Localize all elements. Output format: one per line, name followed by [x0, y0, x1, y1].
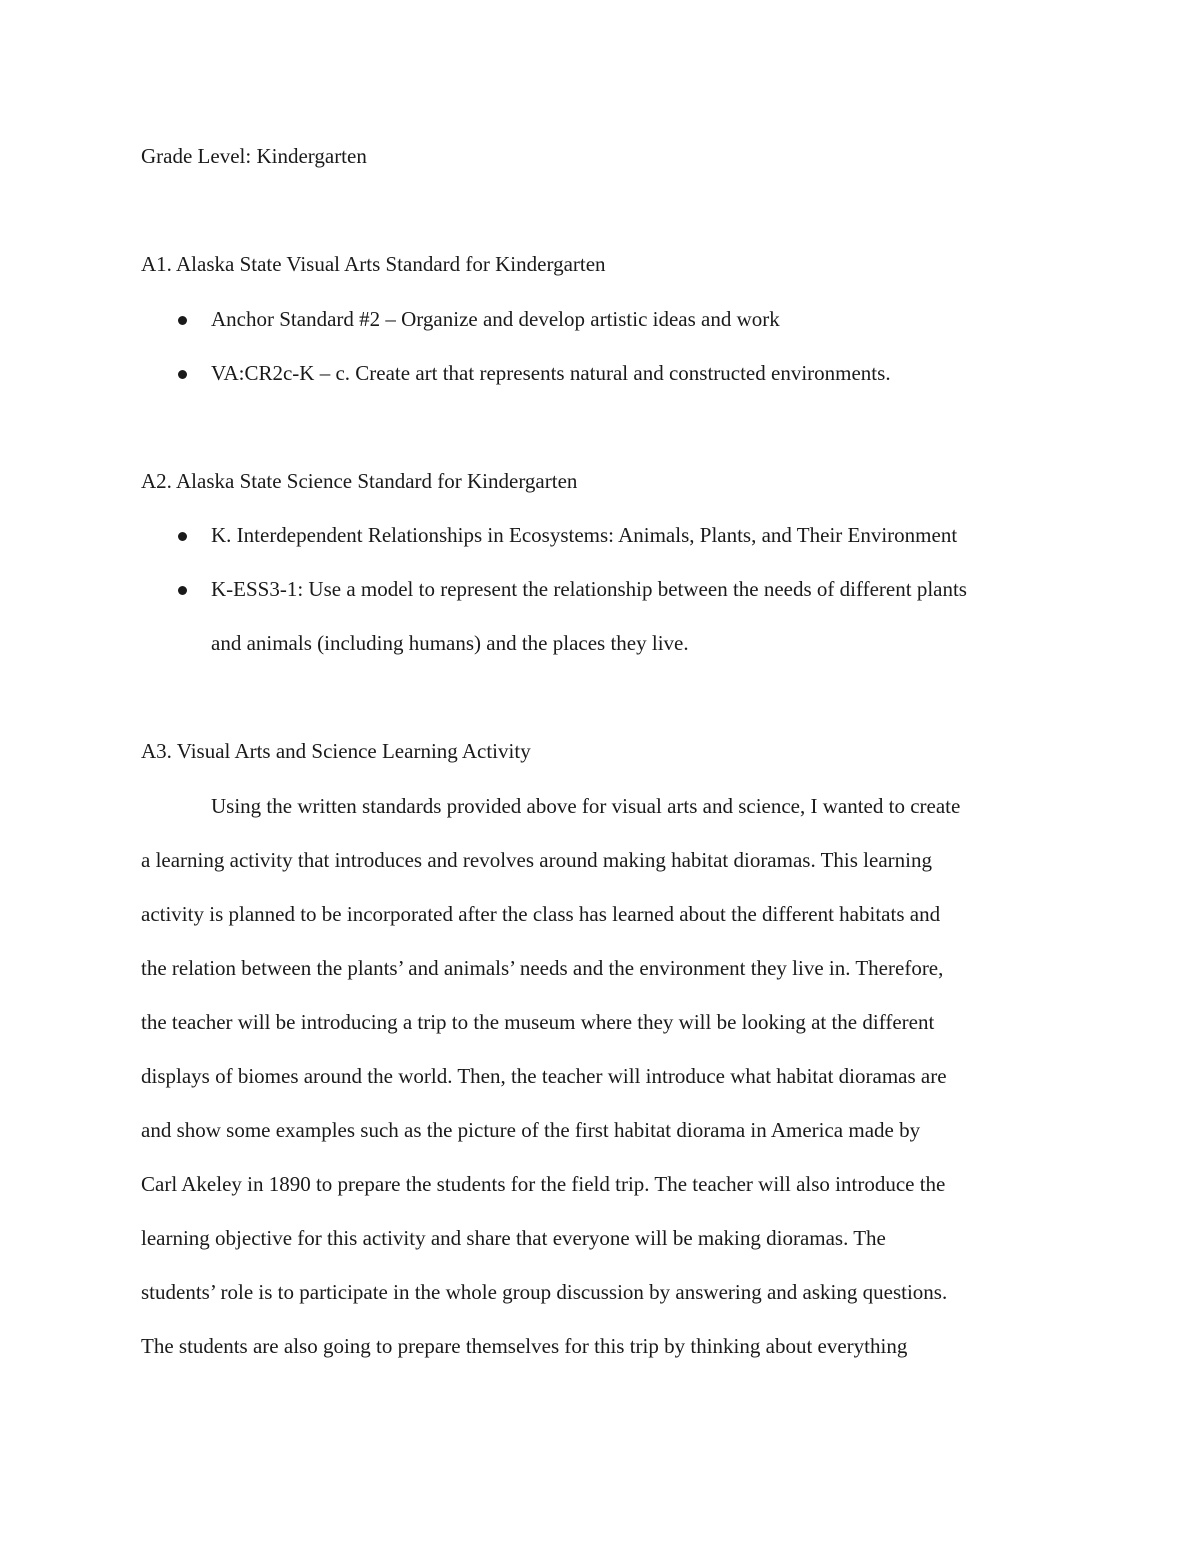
- a1-bullet-2: VA:CR2c-K – c. Create art that represents natural and constructed environments.: [211, 361, 891, 385]
- paragraph-line: the relation between the plants’ and animals’ needs and the environment they live in. Therefore,: [141, 956, 944, 980]
- paragraph-line: activity is planned to be incorporated after the class has learned about the different habitats and: [141, 902, 941, 926]
- paragraph-line: Carl Akeley in 1890 to prepare the students for the field trip. The teacher will also introduce the: [141, 1172, 946, 1196]
- paragraph-line: students’ role is to participate in the whole group discussion by answering and asking questions.: [141, 1280, 948, 1304]
- bullet-icon: [178, 370, 187, 379]
- paragraph-line: the teacher will be introducing a trip to the museum where they will be looking at the different: [141, 1010, 935, 1034]
- section-heading-a3: A3. Visual Arts and Science Learning Activity: [141, 739, 531, 763]
- paragraph-line: a learning activity that introduces and revolves around making habitat dioramas. This learning: [141, 848, 932, 872]
- paragraph-line: Using the written standards provided above for visual arts and science, I wanted to create: [211, 794, 961, 818]
- a2-bullet-2: K-ESS3-1: Use a model to represent the relationship between the needs of different plants: [211, 577, 967, 601]
- paragraph-line: The students are also going to prepare themselves for this trip by thinking about everything: [141, 1334, 908, 1358]
- bullet-icon: [178, 586, 187, 595]
- paragraph-line: learning objective for this activity and share that everyone will be making dioramas. The: [141, 1226, 886, 1250]
- paragraph-line: and show some examples such as the picture of the first habitat diorama in America made by: [141, 1118, 921, 1142]
- a2-bullet-1: K. Interdependent Relationships in Ecosystems: Animals, Plants, and Their Environment: [211, 523, 958, 547]
- section-heading-a1: A1. Alaska State Visual Arts Standard for Kindergarten: [141, 252, 606, 276]
- grade-level: Grade Level: Kindergarten: [141, 144, 367, 168]
- section-heading-a2: A2. Alaska State Science Standard for Kindergarten: [141, 469, 578, 493]
- paragraph-line: displays of biomes around the world. Then, the teacher will introduce what habitat dioramas are: [141, 1064, 947, 1088]
- bullet-icon: [178, 316, 187, 325]
- a2-bullet-2-continued: and animals (including humans) and the places they live.: [211, 631, 689, 655]
- bullet-icon: [178, 532, 187, 541]
- a1-bullet-1: Anchor Standard #2 – Organize and develop artistic ideas and work: [211, 307, 780, 331]
